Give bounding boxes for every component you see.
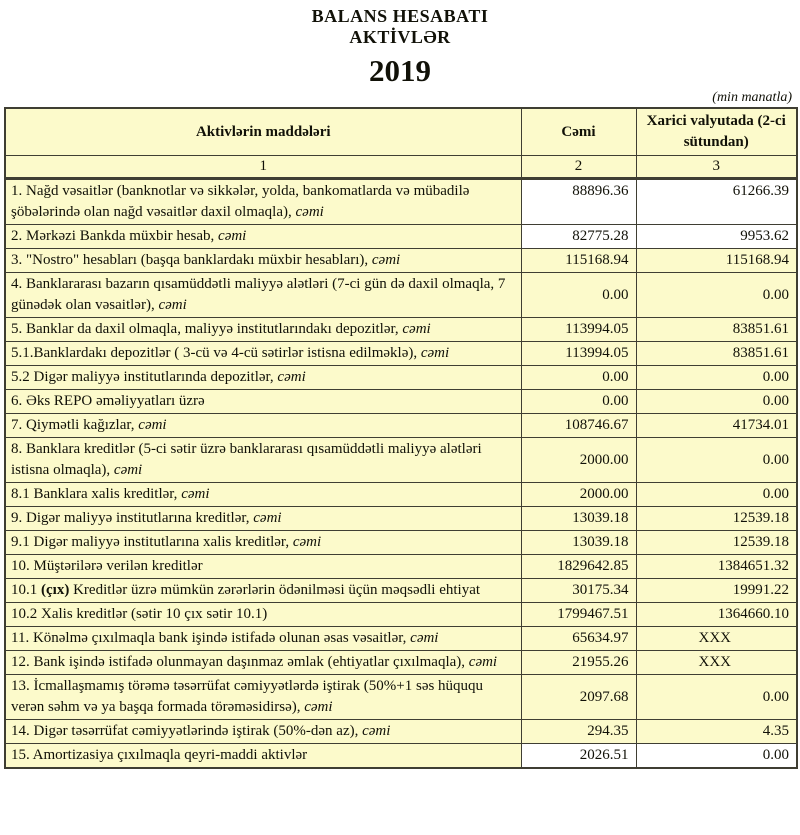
- row-label-text: 11. Könəlmə çıxılmaqla bank işində istifadə olunan əsas vəsaitlər,: [11, 630, 411, 646]
- xarici-value: 9953.62: [636, 225, 797, 249]
- row-label-italic: cəmi: [218, 228, 247, 244]
- table-row: [5, 603, 797, 627]
- cemi-value: 2000.00: [521, 483, 636, 507]
- xarici-value: 1364660.10: [636, 603, 797, 627]
- row-label: [5, 273, 521, 318]
- row-label-text: Kreditlər üzrə mümkün zərərlərin ödənilməsi üçün məqsədli ehtiyat: [69, 582, 481, 598]
- row-label: [5, 318, 521, 342]
- cemi-value: 2097.68: [521, 675, 636, 720]
- table-row: [5, 179, 797, 225]
- cemi-value: 82775.28: [521, 225, 636, 249]
- row-label-text: 6. Əks REPO əməliyyatları üzrə: [11, 393, 205, 409]
- xarici-value: 115168.94: [636, 249, 797, 273]
- cemi-value: 88896.36: [521, 179, 636, 225]
- table-row: [5, 414, 797, 438]
- table-row: [5, 390, 797, 414]
- xarici-value: 19991.22: [636, 579, 797, 603]
- row-label-italic: cəmi: [304, 699, 333, 715]
- table-row: [5, 483, 797, 507]
- table-row: [5, 675, 797, 720]
- table-row: [5, 438, 797, 483]
- xarici-value: 0.00: [636, 675, 797, 720]
- row-label-text: 9. Digər maliyyə institutlarına kreditlər,: [11, 510, 254, 526]
- row-label-text: 5.1.Banklardakı depozitlər ( 3-cü və 4-cü sətirlər istisna edilməklə),: [11, 345, 421, 361]
- row-label: [5, 225, 521, 249]
- xarici-value: 0.00: [636, 366, 797, 390]
- table-row: [5, 720, 797, 744]
- xarici-value: 12539.18: [636, 507, 797, 531]
- table-row: [5, 249, 797, 273]
- column-numbering-row: [5, 156, 797, 179]
- row-label: [5, 249, 521, 273]
- row-label-text: 10. Müştərilərə verilən kreditlər: [11, 558, 203, 574]
- row-label: [5, 675, 521, 720]
- row-label-italic: cəmi: [410, 630, 439, 646]
- row-label: [5, 438, 521, 483]
- xarici-value: 41734.01: [636, 414, 797, 438]
- col-header-cemi: Cəmi: [521, 108, 636, 156]
- row-label-text: 12. Bank işində istifadə olunmayan daşınmaz əmlak (ehtiyatlar çıxılmaqla),: [11, 654, 469, 670]
- cemi-value: 2000.00: [521, 438, 636, 483]
- row-label-text: 8. Banklara kreditlər (5-ci sətir üzrə banklararası qısamüddətli maliyyə alətləri istisna olmaqla),: [11, 441, 482, 478]
- table-row: [5, 225, 797, 249]
- xarici-value: 0.00: [636, 273, 797, 318]
- row-label: [5, 651, 521, 675]
- col-header-xarici: Xarici valyutada (2-ci sütundan): [636, 108, 797, 156]
- row-label-text: 15. Amortizasiya çıxılmaqla qeyri-maddi aktivlər: [11, 747, 308, 763]
- col-number-1: 1: [5, 156, 521, 179]
- row-label-italic: cəmi: [277, 369, 306, 385]
- col-number-2: 2: [521, 156, 636, 179]
- table-row: [5, 342, 797, 366]
- units-note: (min manatla): [712, 90, 792, 105]
- xarici-value: 0.00: [636, 483, 797, 507]
- cemi-value: 113994.05: [521, 318, 636, 342]
- row-label-italic: cəmi: [253, 510, 282, 526]
- cemi-value: 294.35: [521, 720, 636, 744]
- col-number-3: 3: [636, 156, 797, 179]
- row-label-text: 4. Banklararası bazarın qısamüddətli maliyyə alətləri (7-ci gün də daxil olmaqla, 7 günədək olan vəsaitlər),: [11, 276, 506, 313]
- cemi-value: 30175.34: [521, 579, 636, 603]
- table-body: [5, 179, 797, 769]
- report-subtitle: AKTİVLƏR: [349, 27, 451, 47]
- cemi-value: 108746.67: [521, 414, 636, 438]
- cemi-value: 1799467.51: [521, 603, 636, 627]
- table-row: [5, 507, 797, 531]
- row-label-text: 1. Nağd vəsaitlər (banknotlar və sikkələr, yolda, bankomatlarda və mübadilə şöbələrində olan nağd vəsaitlər daxil olmaqla),: [11, 183, 470, 220]
- table-row: [5, 744, 797, 769]
- cemi-value: 0.00: [521, 390, 636, 414]
- table-row: [5, 273, 797, 318]
- table-row: [5, 531, 797, 555]
- xarici-value: 0.00: [636, 390, 797, 414]
- row-label-italic: cəmi: [362, 723, 391, 739]
- row-label: [5, 579, 521, 603]
- xarici-value: 1384651.32: [636, 555, 797, 579]
- xarici-value: XXX: [636, 627, 797, 651]
- row-label-italic: cəmi: [295, 204, 324, 220]
- row-label: [5, 744, 521, 769]
- table-row: [5, 555, 797, 579]
- row-label: [5, 603, 521, 627]
- row-label: [5, 483, 521, 507]
- row-label-italic: cəmi: [138, 417, 167, 433]
- row-label-text: 2. Mərkəzi Bankda müxbir hesab,: [11, 228, 219, 244]
- row-label-text: 3. "Nostro" hesabları (başqa banklardakı müxbir hesabları),: [11, 252, 372, 268]
- cemi-value: 113994.05: [521, 342, 636, 366]
- row-label: [5, 720, 521, 744]
- xarici-value: XXX: [636, 651, 797, 675]
- row-label: [5, 507, 521, 531]
- row-label: [5, 179, 521, 225]
- xarici-value: 0.00: [636, 438, 797, 483]
- row-label-text: 7. Qiymətli kağızlar,: [11, 417, 139, 433]
- xarici-value: 83851.61: [636, 342, 797, 366]
- xarici-value: 4.35: [636, 720, 797, 744]
- cemi-value: 0.00: [521, 273, 636, 318]
- cemi-value: 21955.26: [521, 651, 636, 675]
- row-label: [5, 390, 521, 414]
- row-label: [5, 342, 521, 366]
- row-label-italic: cəmi: [420, 345, 450, 361]
- row-label-text: 13. İcmallaşmamış törəmə təsərrüfat cəmiyyətlərdə iştirak (50%+1 səs hüququ verən səhm və ya başqa formada törəməsidirsə),: [11, 678, 484, 715]
- row-label-italic: cəmi: [402, 321, 431, 337]
- row-label-text: 5. Banklar da daxil olmaqla, maliyyə institutlarındakı depozitlər,: [11, 321, 403, 337]
- column-header-row: [5, 108, 797, 156]
- cemi-value: 13039.18: [521, 531, 636, 555]
- report-header: [0, 0, 800, 88]
- table-row: [5, 579, 797, 603]
- xarici-value: 83851.61: [636, 318, 797, 342]
- row-label-italic: cəmi: [468, 654, 498, 670]
- report-year: 2019: [369, 53, 431, 88]
- row-label-bold: (çıx): [41, 582, 70, 598]
- row-label: [5, 531, 521, 555]
- xarici-value: 0.00: [636, 744, 797, 769]
- cemi-value: 0.00: [521, 366, 636, 390]
- cemi-value: 2026.51: [521, 744, 636, 769]
- row-label-text: 5.2 Digər maliyyə institutlarında depozitlər,: [11, 369, 278, 385]
- row-label: [5, 366, 521, 390]
- table-row: [5, 366, 797, 390]
- cemi-value: 1829642.85: [521, 555, 636, 579]
- table-row: [5, 318, 797, 342]
- xarici-value: 12539.18: [636, 531, 797, 555]
- row-label: [5, 414, 521, 438]
- row-label-italic: cəmi: [371, 252, 401, 268]
- table-row: [5, 651, 797, 675]
- row-label-italic: cəmi: [181, 486, 210, 502]
- report-title: BALANS HESABATI: [311, 6, 489, 26]
- cemi-value: 115168.94: [521, 249, 636, 273]
- cemi-value: 13039.18: [521, 507, 636, 531]
- table-row: [5, 627, 797, 651]
- balance-table: [4, 107, 798, 769]
- row-label-text: 14. Digər təsərrüfat cəmiyyətlərində iştirak (50%-dən az),: [11, 723, 363, 739]
- row-label-text: 9.1 Digər maliyyə institutlarına xalis kreditlər,: [11, 534, 293, 550]
- row-label-italic: cəmi: [158, 297, 187, 313]
- cemi-value: 65634.97: [521, 627, 636, 651]
- row-label-text: 10.1: [11, 582, 41, 598]
- row-label-italic: cəmi: [113, 462, 143, 478]
- row-label: [5, 555, 521, 579]
- row-label: [5, 627, 521, 651]
- row-label-text: 8.1 Banklara xalis kreditlər,: [11, 486, 182, 502]
- row-label-text: 10.2 Xalis kreditlər (sətir 10 çıx sətir 10.1): [11, 606, 268, 622]
- xarici-value: 61266.39: [636, 179, 797, 225]
- col-header-items: Aktivlərin maddələri: [5, 108, 521, 156]
- row-label-italic: cəmi: [292, 534, 322, 550]
